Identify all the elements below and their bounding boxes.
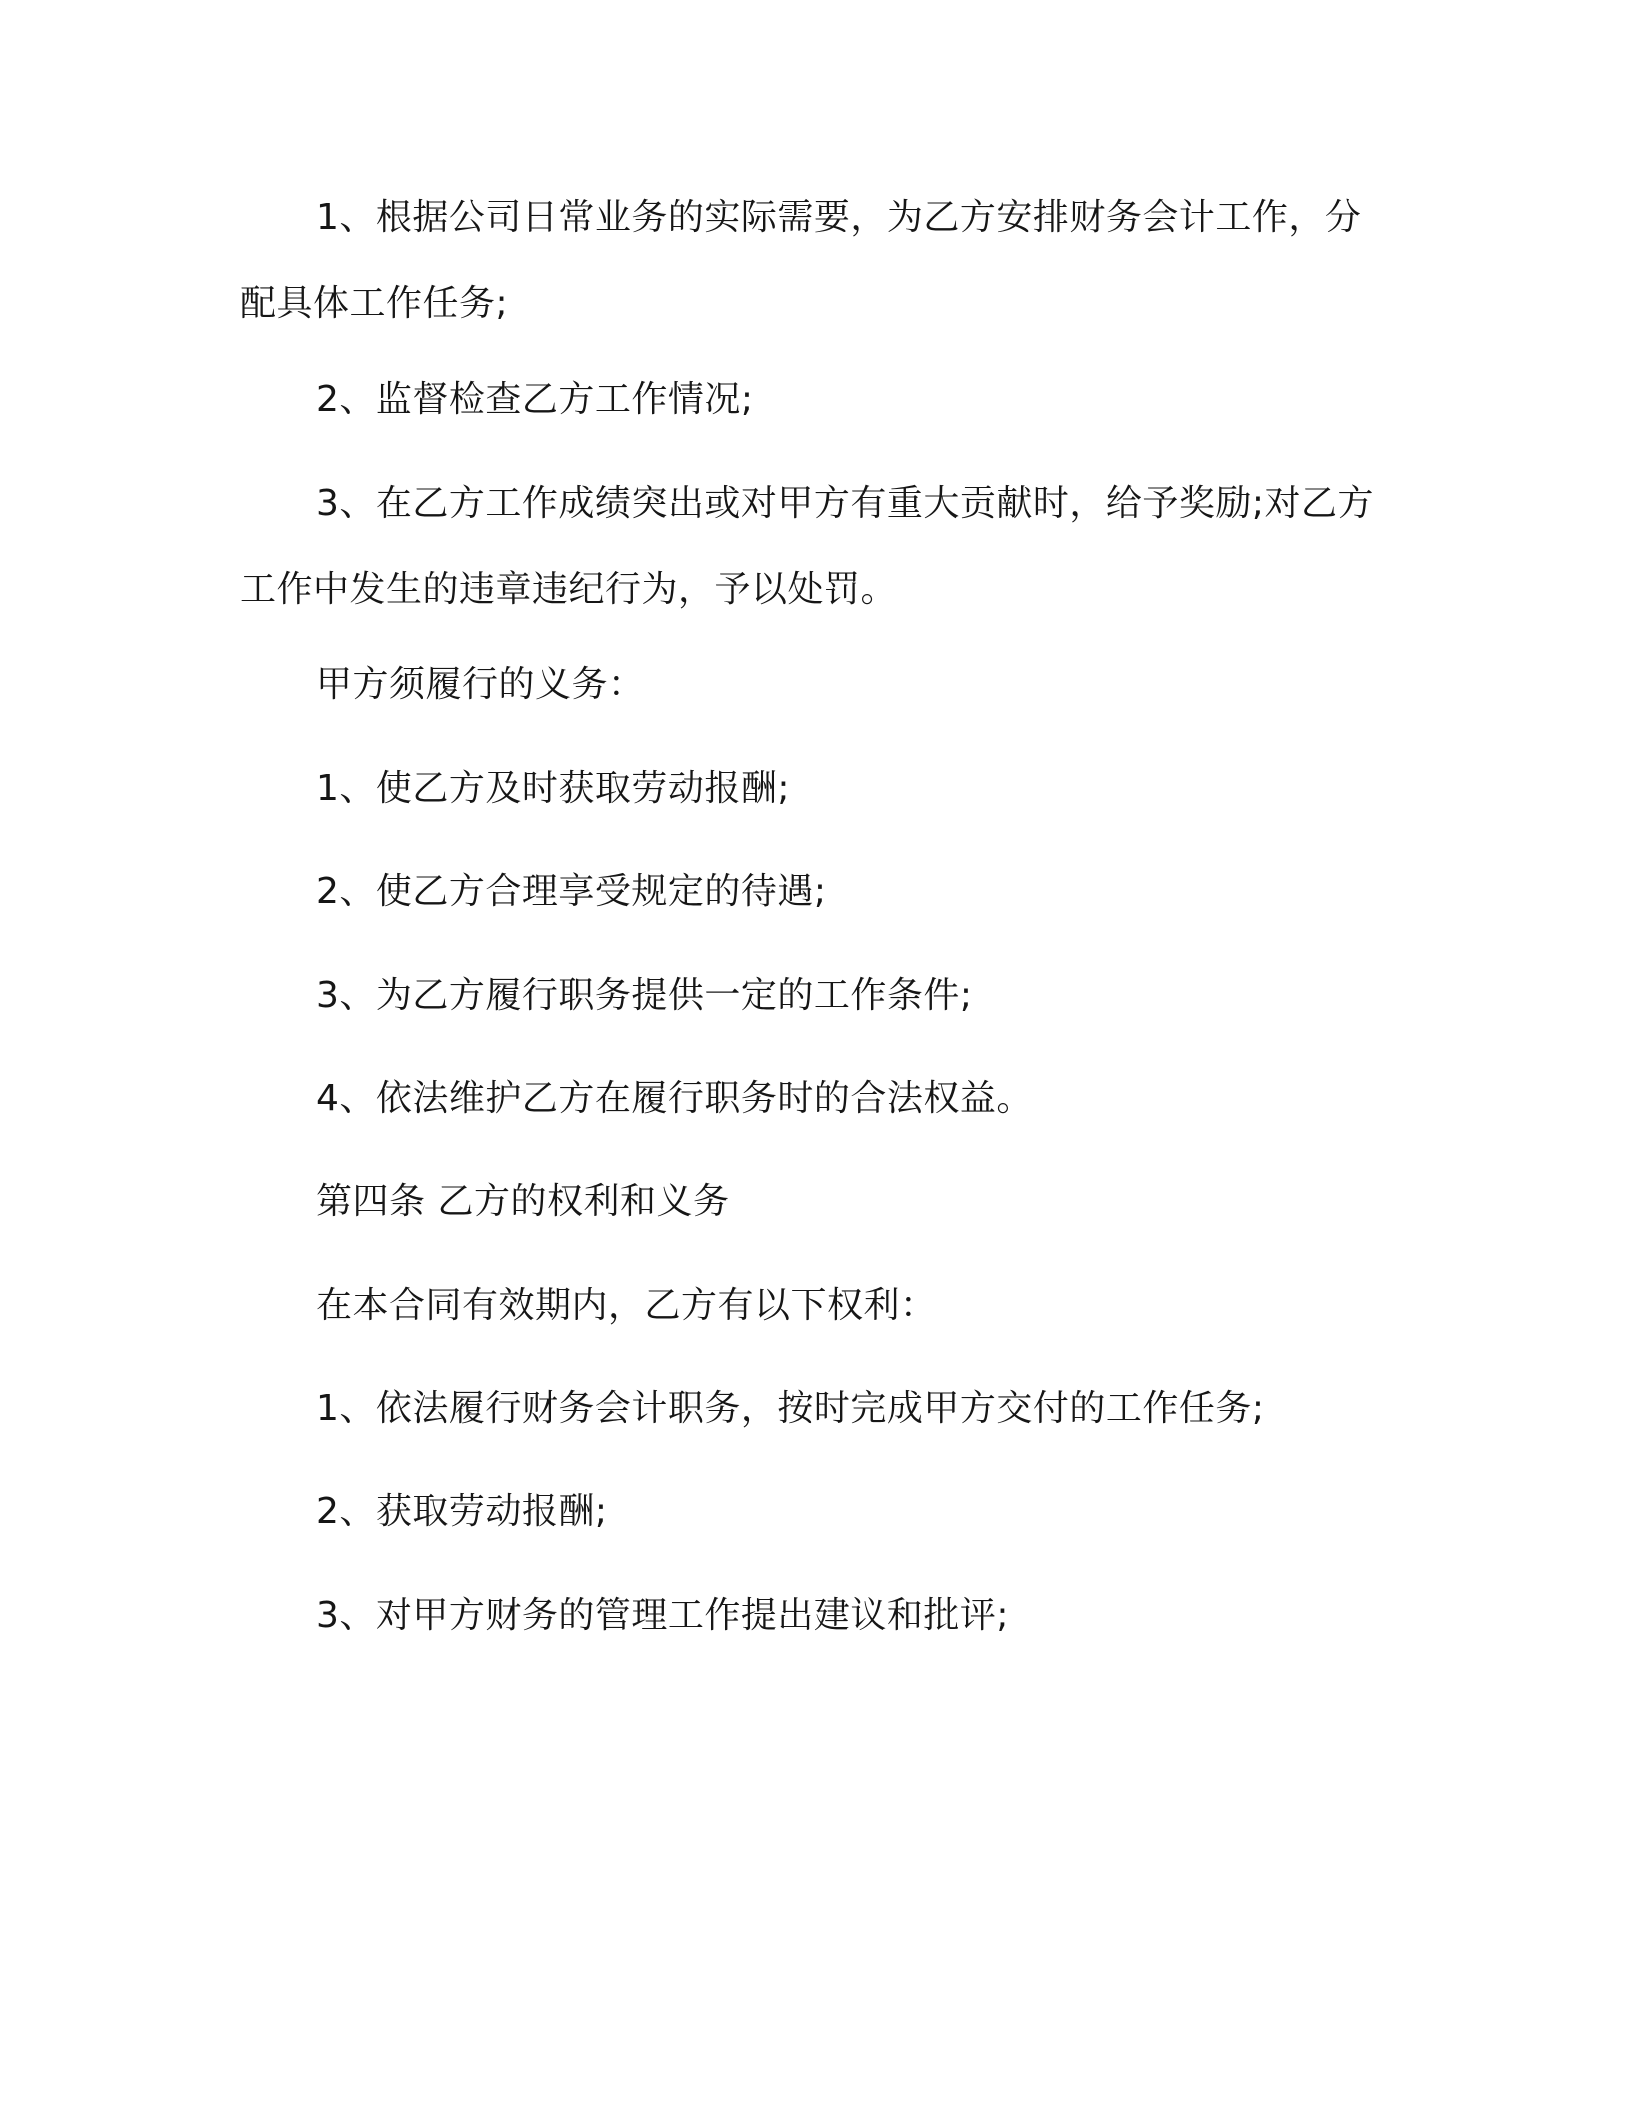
paragraph-right-2: 2、监督检查乙方工作情况; — [316, 379, 754, 420]
party-b-rights-intro: 在本合同有效期内，乙方有以下权利： — [316, 1285, 937, 1326]
paragraph-obligation-4: 4、依法维护乙方在履行职务时的合法权益。 — [316, 1078, 1033, 1119]
party-b-right-2: 2、获取劳动报酬; — [316, 1491, 608, 1532]
paragraph-right-1: 1、根据公司日常业务的实际需要，为乙方安排财务会计工作，分配具体工作任务; — [240, 197, 1362, 324]
article-four-heading: 第四条 乙方的权利和义务 — [316, 1181, 730, 1222]
paragraph-obligation-1: 1、使乙方及时获取劳动报酬; — [316, 768, 791, 809]
obligations-heading: 甲方须履行的义务： — [316, 664, 645, 705]
paragraph-obligation-2: 2、使乙方合理享受规定的待遇; — [316, 871, 827, 912]
party-b-right-1: 1、依法履行财务会计职务，按时完成甲方交付的工作任务; — [316, 1388, 1265, 1429]
paragraph-right-3: 3、在乙方工作成绩突出或对甲方有重大贡献时，给予奖励;对乙方工作中发生的违章违纪行为，予以处罚。 — [240, 483, 1375, 610]
party-b-right-3: 3、对甲方财务的管理工作提出建议和批评; — [316, 1595, 1010, 1636]
paragraph-obligation-3: 3、为乙方履行职务提供一定的工作条件; — [316, 975, 973, 1016]
